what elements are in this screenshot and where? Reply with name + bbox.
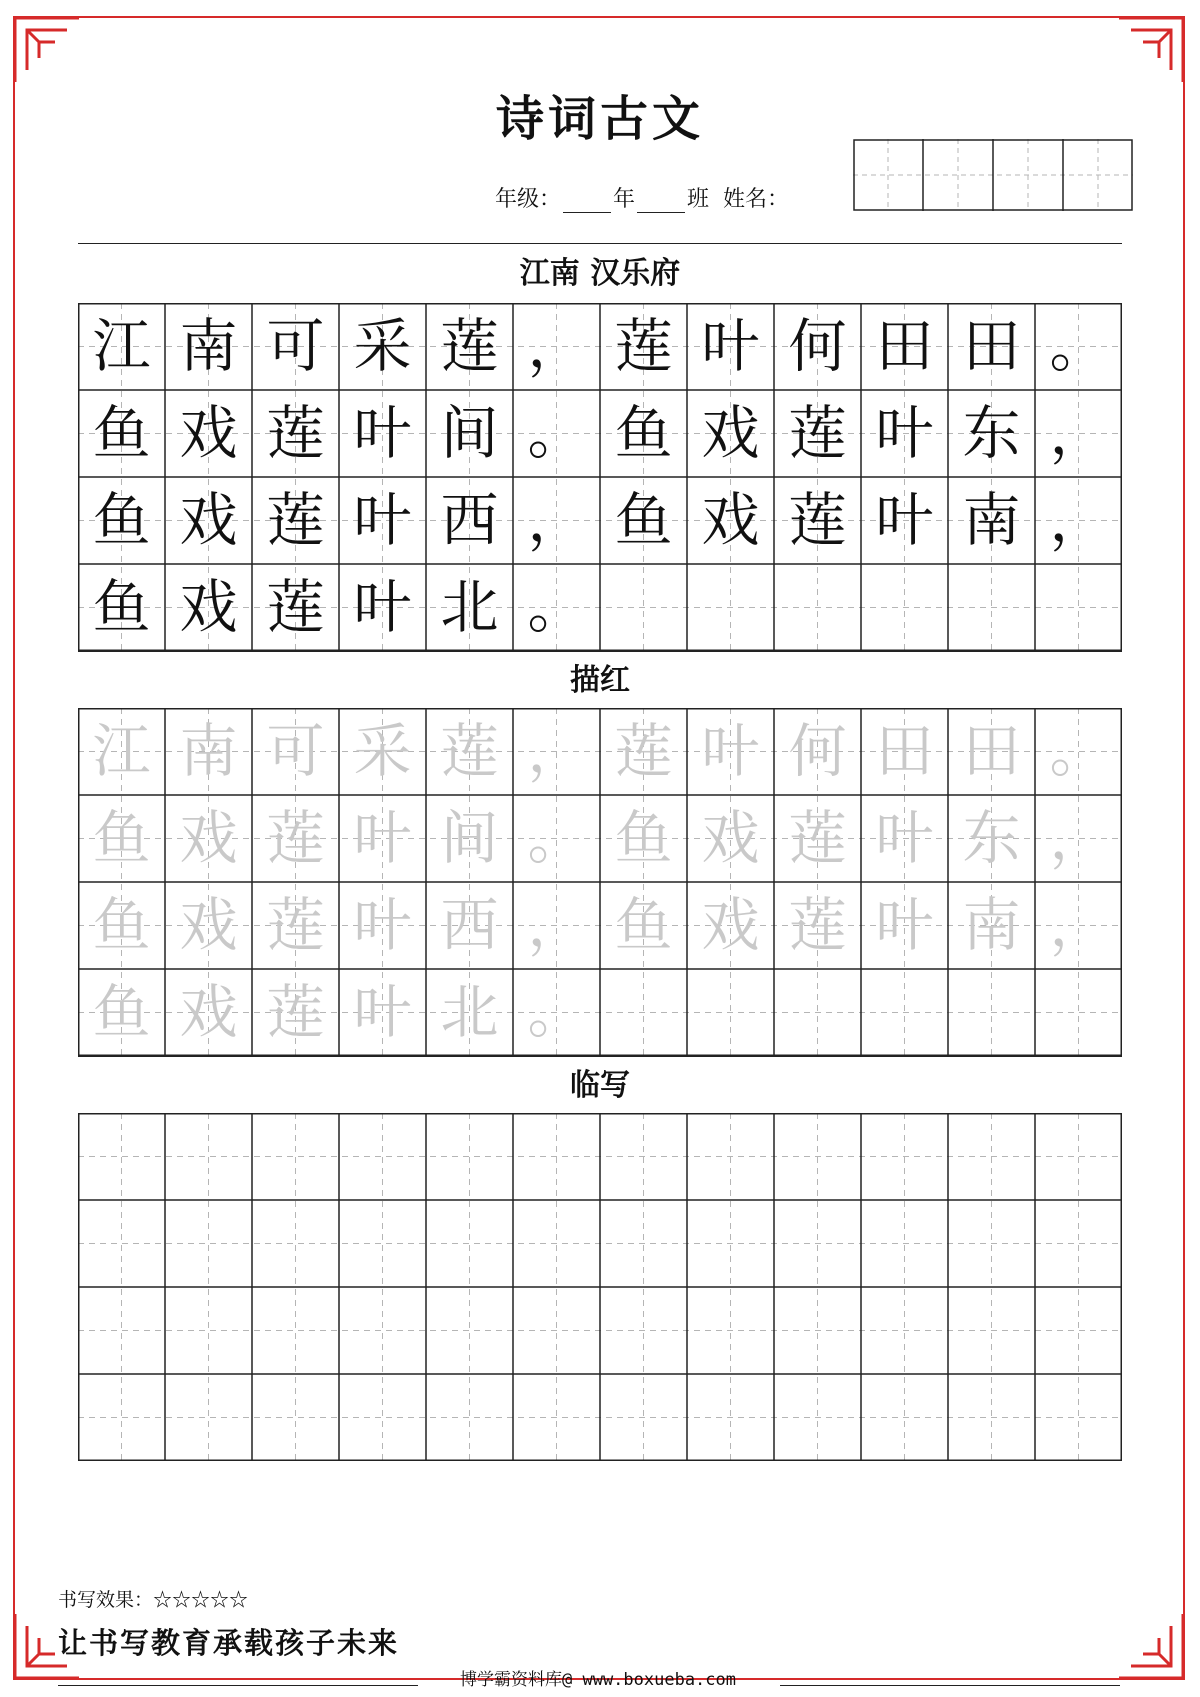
writing-cell[interactable]	[426, 1200, 513, 1287]
writing-cell	[513, 303, 600, 390]
writing-cell[interactable]	[513, 1113, 600, 1200]
writing-cell[interactable]	[426, 1374, 513, 1461]
poem-character: 戏	[179, 978, 238, 1046]
poem-character: 鱼	[92, 978, 151, 1046]
name-label: 姓名：	[723, 187, 790, 212]
writing-cell	[600, 390, 687, 477]
writing-cell	[861, 477, 948, 564]
poem-character: 叶	[875, 891, 934, 959]
writing-cell	[78, 708, 165, 795]
writing-cell	[426, 882, 513, 969]
poem-heading: 江南 汉乐府	[78, 243, 1122, 303]
poem-character: 间	[440, 804, 499, 872]
poem-character: 莲	[788, 486, 847, 554]
writing-cell[interactable]	[1035, 1287, 1122, 1374]
writing-cell	[339, 708, 426, 795]
writing-cell	[861, 564, 948, 651]
poem-character: 戏	[701, 891, 760, 959]
writing-cell[interactable]	[861, 1287, 948, 1374]
writing-cell	[687, 477, 774, 564]
poem-character: ，	[527, 891, 586, 959]
writing-cell	[513, 390, 600, 477]
poem-character: 叶	[353, 891, 412, 959]
writing-cell	[78, 564, 165, 651]
poem-character: 戏	[179, 399, 238, 467]
poem-character: 叶	[701, 717, 760, 785]
poem-character: 东	[962, 804, 1021, 872]
writing-cell[interactable]	[861, 1113, 948, 1200]
writing-cell	[339, 969, 426, 1056]
writing-cell	[948, 708, 1035, 795]
poem-character: 北	[440, 573, 499, 641]
copy-heading: 临写	[78, 1056, 1122, 1113]
writing-cell	[339, 564, 426, 651]
copy-grid	[78, 1113, 1122, 1461]
writing-cell	[78, 969, 165, 1056]
writing-cell	[1035, 564, 1122, 651]
poem-character: 可	[266, 717, 325, 785]
poem-character: 江	[92, 717, 151, 785]
writing-cell	[861, 708, 948, 795]
grade-blank[interactable]	[563, 192, 611, 213]
writing-cell	[426, 795, 513, 882]
writing-cell	[252, 882, 339, 969]
writing-cell	[600, 564, 687, 651]
poem-character: 鱼	[614, 891, 673, 959]
poem-character: 戏	[179, 573, 238, 641]
writing-cell[interactable]	[513, 1287, 600, 1374]
writing-cell	[774, 969, 861, 1056]
poem-character: 莲	[266, 978, 325, 1046]
writing-cell[interactable]	[948, 1200, 1035, 1287]
writing-cell	[687, 303, 774, 390]
corner-ornament-top-right	[1117, 16, 1185, 84]
poem-character: 南	[962, 891, 1021, 959]
slogan-underline	[58, 1685, 418, 1686]
slogan: 让书写教育承载孩子未来	[58, 1626, 400, 1660]
writing-cell	[339, 882, 426, 969]
writing-cell	[861, 390, 948, 477]
poem-character: 戏	[179, 486, 238, 554]
poem-character: 鱼	[614, 486, 673, 554]
poem-character: ，	[1049, 486, 1108, 554]
poem-character: 南	[179, 717, 238, 785]
poem-character: 莲	[440, 312, 499, 380]
poem-character: 戏	[701, 486, 760, 554]
writing-cell[interactable]	[339, 1374, 426, 1461]
poem-character: 。	[527, 978, 586, 1046]
writing-cell	[78, 303, 165, 390]
poem-character: 叶	[353, 573, 412, 641]
writing-cell	[1035, 708, 1122, 795]
poem-character: 何	[788, 312, 847, 380]
poem-character: 。	[527, 573, 586, 641]
poem-character: 叶	[875, 804, 934, 872]
writing-cell	[948, 390, 1035, 477]
writing-cell[interactable]	[774, 1113, 861, 1200]
writing-cell	[861, 882, 948, 969]
writing-cell[interactable]	[687, 1200, 774, 1287]
writing-cell[interactable]	[948, 1374, 1035, 1461]
student-info-line	[495, 182, 789, 213]
writing-cell[interactable]	[339, 1200, 426, 1287]
corner-ornament-bottom-right	[1117, 1612, 1185, 1680]
writing-cell	[1035, 303, 1122, 390]
writing-cell[interactable]	[252, 1113, 339, 1200]
poem-character: 鱼	[92, 573, 151, 641]
class-label: 班	[687, 187, 710, 212]
poem-character: 北	[440, 978, 499, 1046]
poem-character: 何	[788, 717, 847, 785]
writing-cell	[513, 882, 600, 969]
poem-character: 鱼	[614, 399, 673, 467]
writing-cell	[252, 795, 339, 882]
writing-cell	[948, 564, 1035, 651]
writing-cell	[600, 969, 687, 1056]
writing-cell[interactable]	[252, 1374, 339, 1461]
writing-cell[interactable]	[165, 1374, 252, 1461]
writing-cell[interactable]	[165, 1113, 252, 1200]
writing-cell[interactable]	[78, 1113, 165, 1200]
poem-character: ，	[1049, 804, 1108, 872]
writing-cell[interactable]	[861, 1200, 948, 1287]
writing-cell	[774, 390, 861, 477]
poem-character: 江	[92, 312, 151, 380]
writing-cell	[252, 708, 339, 795]
writing-cell[interactable]	[252, 1200, 339, 1287]
writing-cell	[252, 477, 339, 564]
writing-cell	[774, 477, 861, 564]
writing-cell[interactable]	[339, 1113, 426, 1200]
poem-character: 。	[1049, 312, 1108, 380]
writing-cell	[426, 564, 513, 651]
writing-cell	[861, 303, 948, 390]
poem-character: 叶	[353, 486, 412, 554]
writing-cell	[426, 477, 513, 564]
year-label: 年	[613, 187, 636, 212]
poem-character: 鱼	[92, 399, 151, 467]
writing-cell	[600, 477, 687, 564]
writing-cell	[948, 969, 1035, 1056]
poem-character: 戏	[179, 804, 238, 872]
poem-character: 莲	[788, 804, 847, 872]
poem-character: 叶	[701, 312, 760, 380]
writing-cell	[426, 708, 513, 795]
writing-cell[interactable]	[774, 1287, 861, 1374]
writing-cell	[687, 708, 774, 795]
writing-cell[interactable]	[687, 1113, 774, 1200]
writing-cell	[165, 303, 252, 390]
poem-character: 南	[962, 486, 1021, 554]
writing-cell	[165, 708, 252, 795]
writing-cell[interactable]	[165, 1287, 252, 1374]
corner-ornament-top-left	[13, 16, 81, 84]
writing-cell	[165, 969, 252, 1056]
writing-cell[interactable]	[861, 1374, 948, 1461]
writing-cell[interactable]	[1035, 1374, 1122, 1461]
writing-cell	[78, 477, 165, 564]
poem-character: ，	[527, 717, 586, 785]
page-title: 诗词古文	[495, 91, 704, 147]
writing-cell[interactable]	[252, 1287, 339, 1374]
writing-cell[interactable]	[426, 1287, 513, 1374]
writing-cell	[426, 390, 513, 477]
poem-character: 叶	[353, 978, 412, 1046]
writing-cell[interactable]	[339, 1287, 426, 1374]
trace-grid	[78, 708, 1122, 1056]
poem-character: ，	[1049, 399, 1108, 467]
writing-cell	[948, 882, 1035, 969]
poem-character: 叶	[353, 804, 412, 872]
writing-cell	[426, 969, 513, 1056]
poem-character: 莲	[266, 399, 325, 467]
writing-cell	[774, 708, 861, 795]
poem-character: 鱼	[92, 804, 151, 872]
poem-character: 田	[962, 717, 1021, 785]
writing-cell	[339, 303, 426, 390]
writing-cell	[1035, 882, 1122, 969]
writing-cell	[165, 564, 252, 651]
writing-cell	[513, 969, 600, 1056]
writing-cell	[252, 303, 339, 390]
poem-character: 戏	[701, 804, 760, 872]
writing-cell[interactable]	[948, 1113, 1035, 1200]
writing-cell[interactable]	[78, 1287, 165, 1374]
poem-character: 。	[1049, 717, 1108, 785]
writing-cell	[252, 390, 339, 477]
writing-cell	[513, 708, 600, 795]
poem-character: 南	[179, 312, 238, 380]
writing-cell[interactable]	[513, 1374, 600, 1461]
poem-character: 。	[527, 399, 586, 467]
writing-cell	[600, 882, 687, 969]
poem-character: 田	[875, 312, 934, 380]
poem-character: 间	[440, 399, 499, 467]
watermark-underline	[780, 1685, 1120, 1686]
poem-character: 莲	[266, 486, 325, 554]
writing-cell[interactable]	[687, 1374, 774, 1461]
writing-cell	[1035, 969, 1122, 1056]
writing-cell	[1035, 477, 1122, 564]
poem-character: 戏	[701, 399, 760, 467]
writing-cell	[339, 795, 426, 882]
writing-cell	[861, 795, 948, 882]
writing-cell	[165, 477, 252, 564]
poem-character: 田	[962, 312, 1021, 380]
poem-character: 莲	[266, 891, 325, 959]
writing-cell	[600, 303, 687, 390]
poem-character: 东	[962, 399, 1021, 467]
writing-cell	[687, 390, 774, 477]
writing-cell[interactable]	[165, 1200, 252, 1287]
poem-character: 戏	[179, 891, 238, 959]
writing-cell	[78, 795, 165, 882]
poem-character: 鱼	[614, 804, 673, 872]
writing-cell	[600, 795, 687, 882]
writing-cell	[687, 882, 774, 969]
poem-character: ，	[1049, 891, 1108, 959]
name-writing-grid[interactable]	[853, 139, 1133, 211]
trace-heading: 描红	[78, 651, 1122, 708]
writing-cell	[1035, 390, 1122, 477]
writing-rating: 书写效果：☆☆☆☆☆	[58, 1589, 249, 1611]
writing-cell[interactable]	[1035, 1113, 1122, 1200]
writing-cell[interactable]	[513, 1200, 600, 1287]
poem-character: 西	[440, 486, 499, 554]
writing-cell	[78, 390, 165, 477]
writing-cell	[948, 477, 1035, 564]
poem-character: 莲	[440, 717, 499, 785]
writing-cell[interactable]	[600, 1374, 687, 1461]
poem-character: 采	[353, 717, 412, 785]
class-blank[interactable]	[637, 192, 685, 213]
writing-cell[interactable]	[78, 1200, 165, 1287]
poem-character: 莲	[788, 891, 847, 959]
writing-cell[interactable]	[774, 1374, 861, 1461]
watermark: 博学霸资料库@ www.boxueba.com	[460, 1670, 736, 1690]
writing-cell[interactable]	[687, 1287, 774, 1374]
writing-cell	[165, 795, 252, 882]
writing-cell[interactable]	[78, 1374, 165, 1461]
poem-character: 莲	[266, 573, 325, 641]
poem-character: 。	[527, 804, 586, 872]
poem-character: 莲	[266, 804, 325, 872]
poem-character: 莲	[788, 399, 847, 467]
writing-cell	[513, 795, 600, 882]
grade-label: 年级：	[495, 187, 562, 212]
poem-character: 叶	[875, 399, 934, 467]
writing-cell	[948, 795, 1035, 882]
writing-cell[interactable]	[426, 1113, 513, 1200]
writing-cell	[687, 795, 774, 882]
poem-character: 鱼	[92, 891, 151, 959]
poem-character: 田	[875, 717, 934, 785]
writing-cell	[861, 969, 948, 1056]
writing-cell	[774, 303, 861, 390]
writing-cell[interactable]	[948, 1287, 1035, 1374]
writing-cell	[339, 390, 426, 477]
writing-cell	[774, 564, 861, 651]
writing-cell	[1035, 795, 1122, 882]
writing-cell	[513, 564, 600, 651]
poem-character: 西	[440, 891, 499, 959]
writing-cell	[600, 708, 687, 795]
writing-cell	[339, 477, 426, 564]
poem-character: 叶	[353, 399, 412, 467]
poem-character: 采	[353, 312, 412, 380]
writing-cell	[252, 564, 339, 651]
poem-character: 莲	[614, 717, 673, 785]
writing-cell	[774, 882, 861, 969]
poem-character: ，	[527, 312, 586, 380]
writing-cell	[513, 477, 600, 564]
writing-cell[interactable]	[774, 1200, 861, 1287]
writing-cell	[774, 795, 861, 882]
poem-character: 叶	[875, 486, 934, 554]
poem-character: 鱼	[92, 486, 151, 554]
writing-cell[interactable]	[1035, 1200, 1122, 1287]
writing-cell[interactable]	[600, 1200, 687, 1287]
writing-cell	[948, 303, 1035, 390]
poem-grid	[78, 303, 1122, 651]
poem-character: 可	[266, 312, 325, 380]
writing-cell	[165, 882, 252, 969]
writing-cell	[687, 564, 774, 651]
poem-character: 莲	[614, 312, 673, 380]
writing-cell	[426, 303, 513, 390]
writing-cell[interactable]	[600, 1113, 687, 1200]
writing-cell	[687, 969, 774, 1056]
writing-cell	[78, 882, 165, 969]
writing-cell[interactable]	[600, 1287, 687, 1374]
writing-cell	[165, 390, 252, 477]
writing-cell	[252, 969, 339, 1056]
poem-character: ，	[527, 486, 586, 554]
